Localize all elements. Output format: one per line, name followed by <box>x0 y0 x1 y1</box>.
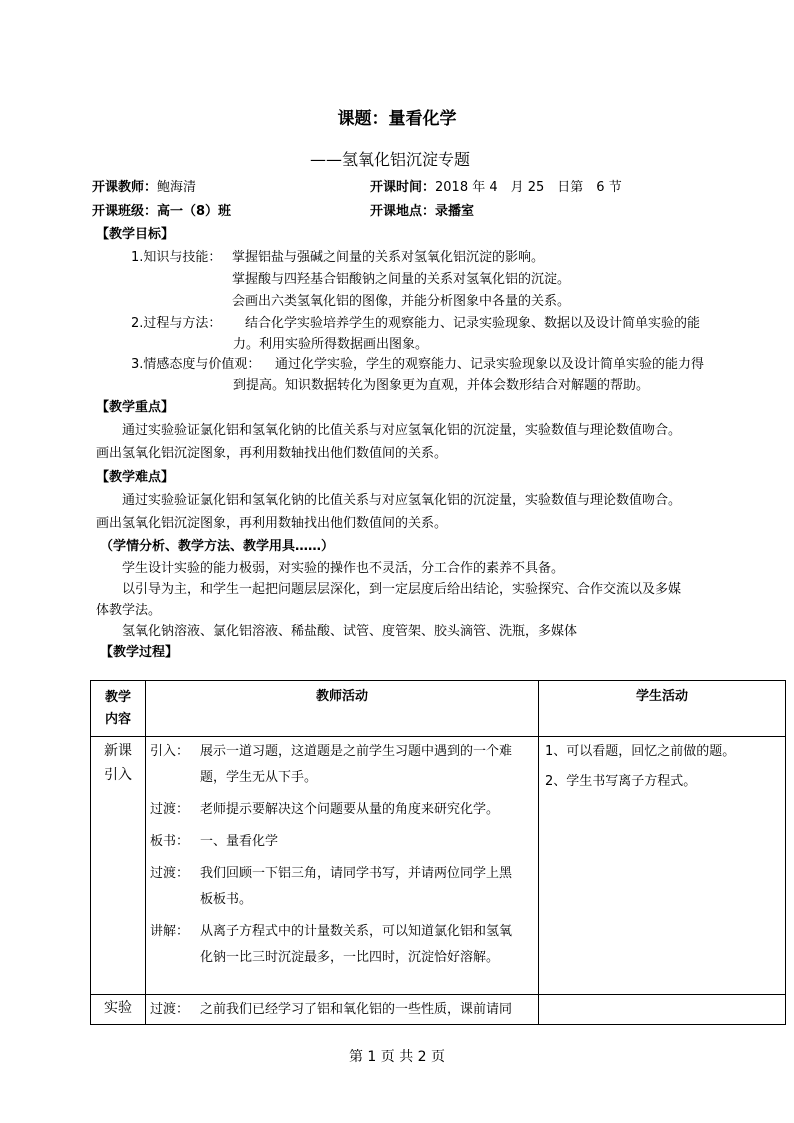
keypoints-heading: 【教学重点】 <box>96 400 175 415</box>
place-row <box>370 202 474 222</box>
section-intro-line-1: 新课 <box>104 743 132 759</box>
goals-heading: 【教学目标】 <box>96 227 175 242</box>
section-intro <box>91 737 146 995</box>
table-row <box>91 995 786 1025</box>
header-section <box>91 681 146 737</box>
header-section-line-1: 教学 <box>104 689 131 705</box>
analysis-heading: （学情分析、教学方法、教学用具……） <box>100 539 335 554</box>
difficulties-line-2: 画出氢氧化铝沉淀图象，再利用数轴找出他们数值间的关系。 <box>96 516 448 531</box>
goal-2-label: 2.过程与方法： <box>131 316 222 331</box>
keypoints-line-2: 画出氢氧化铝沉淀图象，再利用数轴找出他们数值间的关系。 <box>96 446 448 461</box>
difficulties-heading: 【教学难点】 <box>96 470 175 485</box>
teacher-step <box>150 739 538 791</box>
step-text: 一、量看化学 <box>200 834 279 849</box>
teacher-label: 开课教师： <box>92 180 158 195</box>
process-heading: 【教学过程】 <box>100 645 179 660</box>
header-teacher: 教师活动 <box>146 681 539 737</box>
time-row <box>370 178 622 198</box>
goal-1-line-3: 会画出六类氢氧化铝的图像，并能分析图象中各量的关系。 <box>232 294 571 309</box>
place-value: 录播室 <box>435 204 475 219</box>
goal-3-label: 3.情感态度与价值观： <box>131 357 261 372</box>
goal-1-label: 1.知识与技能： <box>131 250 222 265</box>
teacher-name: 鲍海清 <box>157 180 197 195</box>
teacher-activities <box>146 995 539 1025</box>
teacher-step <box>150 997 538 1023</box>
class-label: 开课班级： <box>92 204 158 219</box>
step-text: 展示一道习题，这道题是之前学生习题中遇到的一个难 <box>200 744 513 759</box>
goal-3-line-2: 到提高。知识数据转化为图象更为直观，并体会数形结合对解题的帮助。 <box>233 378 650 393</box>
step-text: 老师提示要解决这个问题要从量的角度来研究化学。 <box>200 802 500 817</box>
table-row <box>91 737 786 995</box>
student-activities <box>539 995 786 1025</box>
step-text: 我们回顾一下铝三角，请同学书写，并请两位同学上黑 <box>200 866 513 881</box>
goal-2-line-1: 结合化学实验培养学生的观察能力、记录实验现象、数据以及设计简单实验的能 <box>245 316 701 331</box>
header-student: 学生活动 <box>539 681 786 737</box>
step-tag: 过渡： <box>150 866 190 881</box>
class-value: 高一（8）班 <box>157 204 232 219</box>
header-section-line-2: 内容 <box>104 711 131 727</box>
teacher-step <box>150 919 538 971</box>
goal-2-line-2: 力。利用实验所得数据画出图象。 <box>233 337 429 352</box>
lesson-subtitle: ——氢氧化铝沉淀专题 <box>310 150 471 169</box>
teacher-step <box>150 861 538 913</box>
teacher-step <box>150 797 538 823</box>
place-label: 开课地点： <box>370 204 436 219</box>
keypoints-line-1: 通过实验验证氯化铝和氢氧化钠的比值关系与对应氢氧化铝的沉淀量，实验数值与理论数值吻合。 <box>122 423 682 438</box>
step-text-cont: 板板书。 <box>200 892 253 907</box>
step-text-cont: 题，学生无从下手。 <box>200 770 318 785</box>
analysis-line-3: 体教学法。 <box>96 603 162 618</box>
list-item: 2、学生书写离子方程式。 <box>545 774 697 789</box>
lesson-title: 课题：量看化学 <box>337 109 457 129</box>
step-tag: 引入： <box>150 744 190 759</box>
analysis-line-4: 氢氧化钠溶液、氯化铝溶液、稀盐酸、试管、度管架、胶头滴管、洗瓶，多媒体 <box>122 624 578 639</box>
goal-3-line-1: 通过化学实验，学生的观察能力、记录实验现象以及设计简单实验的能力得 <box>275 357 705 372</box>
difficulties-line-1: 通过实验验证氯化铝和氢氧化钠的比值关系与对应氢氧化铝的沉淀量，实验数值与理论数值吻合。 <box>122 493 682 508</box>
goal-1-line-1: 掌握铝盐与强碱之间量的关系对氢氧化铝沉淀的影响。 <box>232 250 545 265</box>
goal-1-line-2: 掌握酸与四羟基合铝酸钠之间量的关系对氢氧化铝的沉淀。 <box>232 272 571 287</box>
teacher-activities <box>146 737 539 995</box>
time-label: 开课时间： <box>370 180 436 195</box>
list-item: 1、可以看题，回忆之前做的题。 <box>545 744 736 759</box>
analysis-line-2: 以引导为主，和学生一起把问题层层深化，到一定层度后给出结论，实验探究、合作交流以及多媒 <box>122 582 682 597</box>
step-text: 之前我们已经学习了铝和氧化铝的一些性质，课前请同 <box>200 1002 513 1017</box>
step-tag: 过渡： <box>150 802 190 817</box>
step-text-cont: 化钠一比三时沉淀最多，一比四时，沉淀恰好溶解。 <box>200 950 500 965</box>
page-number: 第 1 页 共 2 页 <box>348 1049 446 1065</box>
teacher-step <box>150 829 538 855</box>
teacher-row <box>92 178 196 198</box>
step-text: 从离子方程式中的计量数关系，可以知道氯化铝和氢氧 <box>200 924 513 939</box>
section-intro-line-2: 引入 <box>104 767 132 783</box>
process-table <box>90 680 786 1025</box>
step-tag: 讲解： <box>150 924 190 939</box>
student-activities <box>539 737 786 995</box>
step-tag: 过渡： <box>150 1002 190 1017</box>
step-tag: 板书： <box>150 834 190 849</box>
time-value: 2018 年 4 月 25 日第 6 节 <box>435 180 622 195</box>
class-row <box>92 202 231 222</box>
analysis-line-1: 学生设计实验的能力极弱，对实验的操作也不灵活，分工合作的素养不具备。 <box>122 561 565 576</box>
table-header-row <box>91 681 786 737</box>
section-experiment: 实验 <box>91 995 146 1025</box>
